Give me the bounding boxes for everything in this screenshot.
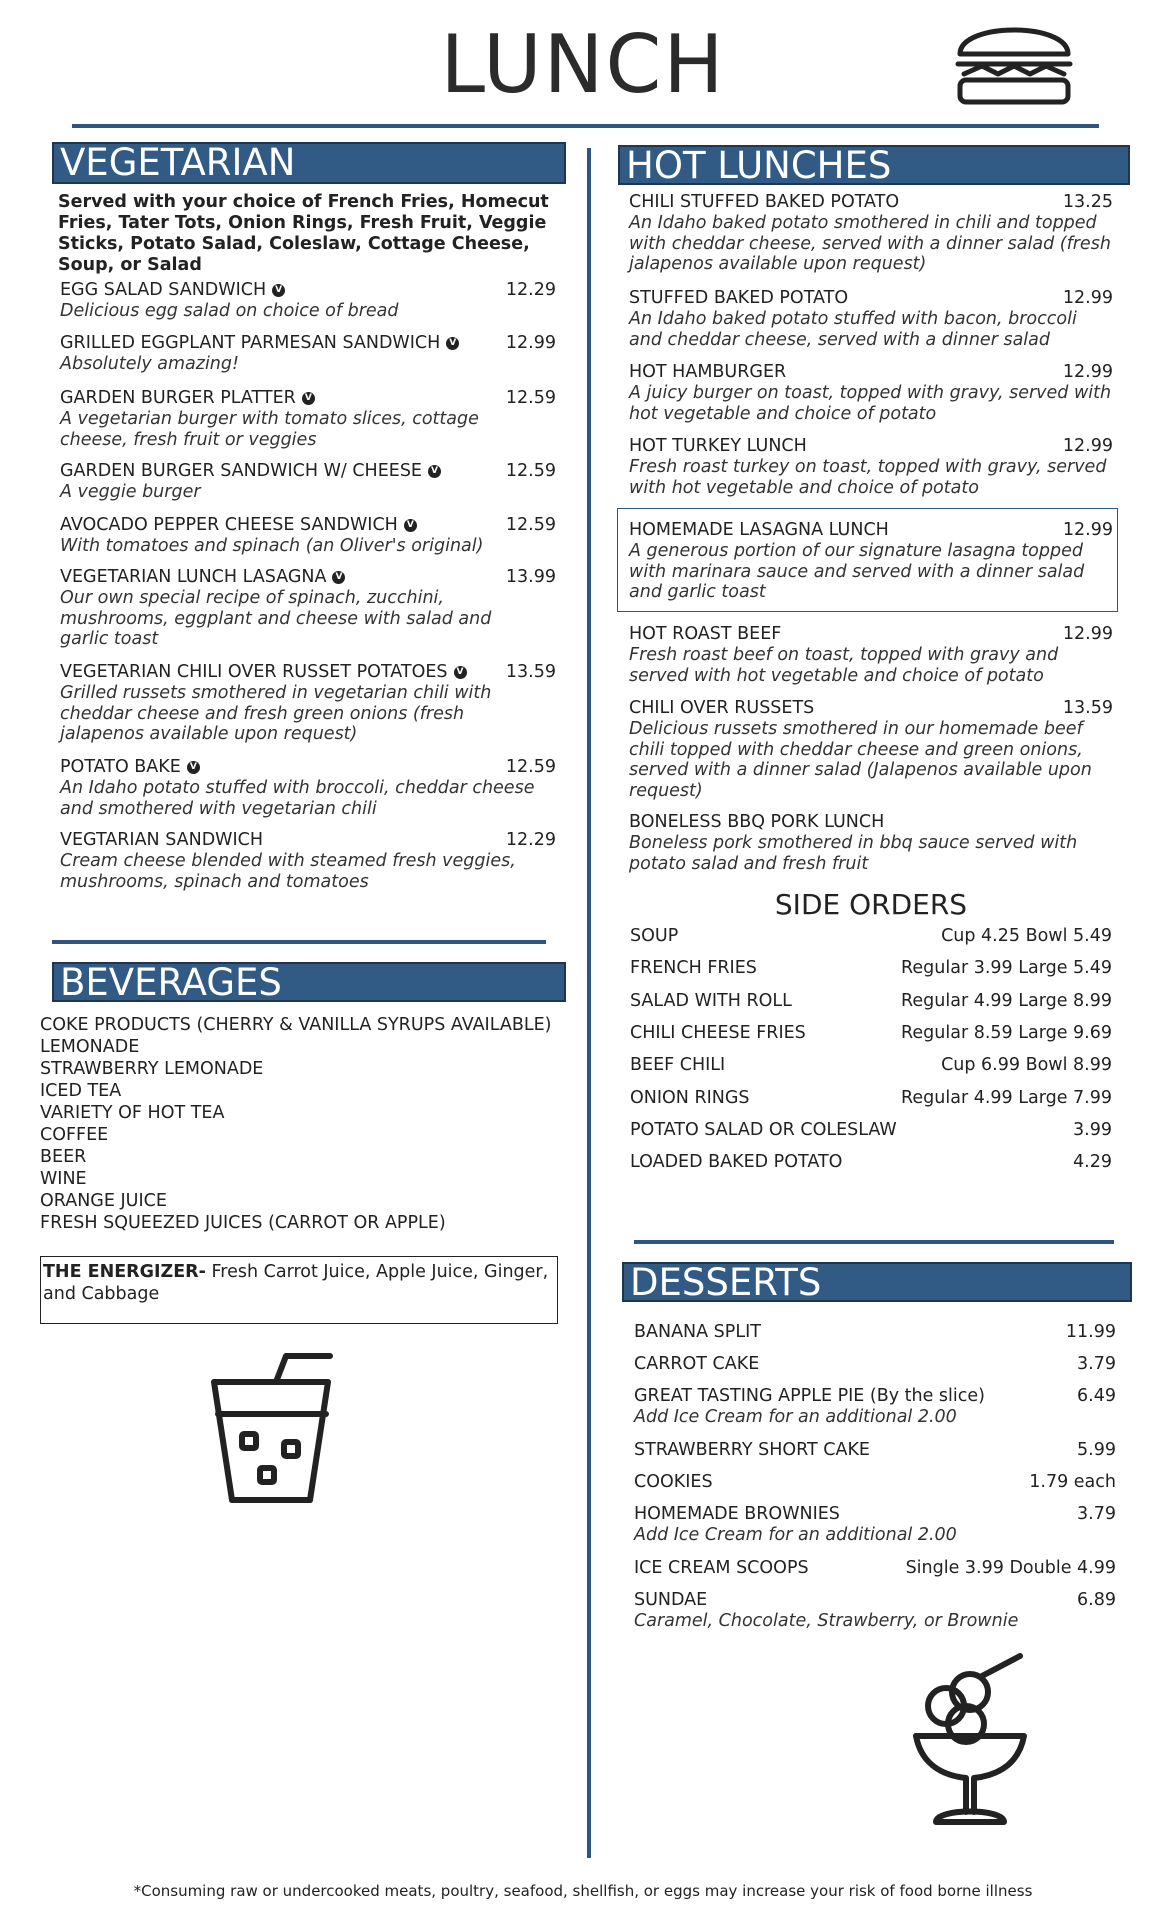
item-name xyxy=(60,757,556,778)
item-name xyxy=(60,333,556,354)
item-description: Absolutely amazing! xyxy=(60,354,240,374)
vegetarian-intro: Served with your choice of French Fries, Homecut Fries, Tater Tots, Onion Rings, Fresh Fruit, Veggie Sticks, Potato Salad, Coleslaw, Cottage Cheese, Soup, or Salad xyxy=(58,192,549,275)
vegetarian-item xyxy=(60,388,556,450)
beverage-item: VARIETY OF HOT TEA xyxy=(40,1103,225,1123)
footnote: *Consuming raw or undercooked meats, poultry, seafood, shellfish, or eggs may increase your risk of food borne illness xyxy=(133,1882,1033,1900)
item-price: 12.59 xyxy=(505,757,556,777)
side-order-row xyxy=(630,1120,1112,1141)
energizer-desc: Fresh Carrot Juice, Apple Juice, Ginger, and Cabbage xyxy=(43,1262,549,1304)
side-order-price: 4.29 xyxy=(1073,1152,1112,1173)
dessert-price: 11.99 xyxy=(1065,1322,1116,1342)
side-order-price: Regular 4.99 Large 7.99 xyxy=(901,1087,1112,1108)
item-name: CHILI STUFFED BAKED POTATO xyxy=(629,192,900,212)
column-divider xyxy=(587,148,591,1858)
item-name-text: GRILLED EGGPLANT PARMESAN SANDWICH xyxy=(60,333,441,353)
beverage-item: COFFEE xyxy=(40,1125,109,1145)
dessert-row xyxy=(634,1590,1116,1632)
burger-icon xyxy=(952,8,1076,108)
dessert-price: Single 3.99 Double 4.99 xyxy=(905,1558,1116,1578)
dessert-description: Add Ice Cream for an additional 2.00 xyxy=(634,1407,957,1427)
item-name-text: GARDEN BURGER PLATTER xyxy=(60,388,296,408)
dessert-name: STRAWBERRY SHORT CAKE xyxy=(634,1440,870,1460)
beverages-list xyxy=(40,1014,580,1234)
vegetarian-badge-icon: V xyxy=(272,284,285,297)
item-description: Our own special recipe of spinach, zucchini, mushrooms, eggplant and cheese with salad and garlic toast xyxy=(60,588,492,649)
item-description: Grilled russets smothered in vegetarian chili with cheddar cheese and fresh green onions (fresh jalapenos available upon request) xyxy=(60,683,492,744)
side-order-name: CHILI CHEESE FRIES xyxy=(630,1022,806,1043)
ice-cream-sundae-icon xyxy=(908,1652,1032,1834)
vegetarian-badge-icon: V xyxy=(332,571,345,584)
dessert-description: Add Ice Cream for an additional 2.00 xyxy=(634,1525,957,1545)
beverage-item: FRESH SQUEEZED JUICES (CARROT OR APPLE) xyxy=(40,1213,446,1233)
item-description: An Idaho baked potato smothered in chili and topped with cheddar cheese, served with a dinner salad (fresh jalapenos available upon request) xyxy=(629,213,1111,274)
side-order-price: Cup 6.99 Bowl 8.99 xyxy=(941,1055,1112,1076)
vegetarian-item xyxy=(60,515,556,557)
item-name: HOT TURKEY LUNCH xyxy=(629,436,807,456)
dessert-row xyxy=(634,1322,1116,1343)
hot-lunch-item xyxy=(629,520,1113,603)
side-order-row xyxy=(630,1055,1112,1076)
item-name xyxy=(60,515,556,536)
dessert-price: 6.89 xyxy=(1077,1590,1116,1610)
item-description: An Idaho potato stuffed with broccoli, cheddar cheese and smothered with vegetarian chili xyxy=(60,778,535,819)
item-name xyxy=(60,662,556,683)
hot-lunch-item xyxy=(629,624,1113,686)
item-price: 12.59 xyxy=(505,388,556,408)
side-order-row xyxy=(630,1152,1112,1173)
dessert-row xyxy=(634,1558,1116,1579)
item-price: 12.99 xyxy=(1062,288,1113,308)
side-order-price: Regular 3.99 Large 5.49 xyxy=(901,958,1112,979)
page-title: LUNCH xyxy=(440,18,726,111)
item-name: HOT HAMBURGER xyxy=(629,362,787,382)
item-price: 12.29 xyxy=(505,830,556,850)
energizer-name: THE ENERGIZER- xyxy=(43,1262,206,1282)
vegetarian-item xyxy=(60,567,556,650)
item-description: Delicious russets smothered in our homemade beef chili topped with cheddar cheese and green onions, served with a dinner salad (Jalapenos available upon request) xyxy=(629,719,1092,801)
item-description: With tomatoes and spinach (an Oliver's original) xyxy=(60,536,484,556)
drink-cup-icon xyxy=(206,1352,336,1506)
item-description: Boneless pork smothered in bbq sauce served with potato salad and fresh fruit xyxy=(629,833,1078,874)
beverage-item: WINE xyxy=(40,1169,87,1189)
item-price: 12.99 xyxy=(1062,362,1113,382)
side-order-price: Regular 4.99 Large 8.99 xyxy=(901,990,1112,1011)
dessert-name: SUNDAE xyxy=(634,1590,708,1610)
item-price: 13.59 xyxy=(1062,698,1113,718)
item-description: A generous portion of our signature lasagna topped with marinara sauce and served with a dinner salad and garlic toast xyxy=(629,541,1085,602)
vegetarian-badge-icon: V xyxy=(302,392,315,405)
beverage-item: ORANGE JUICE xyxy=(40,1191,167,1211)
item-name: STUFFED BAKED POTATO xyxy=(629,288,849,308)
dessert-price: 6.49 xyxy=(1077,1386,1116,1406)
item-description: Fresh roast turkey on toast, topped with gravy, served with hot vegetable and choice of potato xyxy=(629,457,1107,498)
vegetarian-item xyxy=(60,461,556,503)
vegetarian-item xyxy=(60,662,556,745)
item-description: An Idaho baked potato stuffed with bacon, broccoli and cheddar cheese, served with a dinner salad xyxy=(629,309,1077,350)
side-order-row xyxy=(630,958,1112,979)
item-price: 13.99 xyxy=(505,567,556,587)
beverage-item: STRAWBERRY LEMONADE xyxy=(40,1059,264,1079)
vegetarian-badge-icon: V xyxy=(446,337,459,350)
item-name-text: AVOCADO PEPPER CHEESE SANDWICH xyxy=(60,515,398,535)
vegetarian-heading: VEGETARIAN xyxy=(52,142,566,184)
item-name-text: VEGTARIAN SANDWICH xyxy=(60,830,264,850)
item-price: 12.99 xyxy=(1062,520,1113,540)
item-name: HOT ROAST BEEF xyxy=(629,624,782,644)
beverage-item: BEER xyxy=(40,1147,87,1167)
vegetarian-item xyxy=(60,830,556,892)
side-order-price: Regular 8.59 Large 9.69 xyxy=(901,1022,1112,1043)
hot-lunch-item xyxy=(629,288,1113,350)
item-name-text: VEGETARIAN CHILI OVER RUSSET POTATOES xyxy=(60,662,448,682)
side-order-row xyxy=(630,1023,1112,1044)
item-price: 12.99 xyxy=(505,333,556,353)
item-name xyxy=(60,567,556,588)
dessert-price: 3.79 xyxy=(1077,1354,1116,1374)
item-price: 12.59 xyxy=(505,515,556,535)
hot-lunches-heading: HOT LUNCHES xyxy=(618,145,1130,185)
dessert-name: CARROT CAKE xyxy=(634,1354,760,1374)
dessert-name: COOKIES xyxy=(634,1472,713,1492)
side-order-name: POTATO SALAD OR COLESLAW xyxy=(630,1119,897,1140)
vegetarian-item xyxy=(60,333,556,375)
beverage-item: COKE PRODUCTS (CHERRY & VANILLA SYRUPS AVAILABLE) xyxy=(40,1015,552,1035)
vegetarian-item xyxy=(60,280,556,322)
dessert-row xyxy=(634,1440,1116,1461)
hot-lunch-item xyxy=(629,192,1113,275)
dessert-row xyxy=(634,1472,1116,1493)
item-name-text: EGG SALAD SANDWICH xyxy=(60,280,267,300)
item-name xyxy=(60,830,556,851)
dessert-name: ICE CREAM SCOOPS xyxy=(634,1558,809,1578)
beverages-divider xyxy=(52,940,546,944)
item-description: Fresh roast beef on toast, topped with gravy and served with hot vegetable and choice of potato xyxy=(629,645,1059,686)
dessert-name: BANANA SPLIT xyxy=(634,1322,761,1342)
item-name: HOMEMADE LASAGNA LUNCH xyxy=(629,520,889,540)
side-order-name: SALAD WITH ROLL xyxy=(630,990,792,1011)
dessert-description: Caramel, Chocolate, Strawberry, or Brownie xyxy=(634,1611,1019,1631)
beverage-item: LEMONADE xyxy=(40,1037,140,1057)
dessert-price: 1.79 each xyxy=(1029,1472,1116,1492)
item-price: 12.99 xyxy=(1062,624,1113,644)
side-order-row xyxy=(630,926,1112,947)
desserts-divider xyxy=(634,1240,1114,1244)
item-price: 12.59 xyxy=(505,461,556,481)
dessert-name: HOMEMADE BROWNIES xyxy=(634,1504,840,1524)
item-description: A veggie burger xyxy=(60,482,201,502)
hot-lunch-item xyxy=(629,812,1113,874)
side-order-name: LOADED BAKED POTATO xyxy=(630,1152,843,1173)
side-order-price: Cup 4.25 Bowl 5.49 xyxy=(941,926,1112,946)
item-name-text: GARDEN BURGER SANDWICH W/ CHEESE xyxy=(60,461,422,481)
beverage-item: ICED TEA xyxy=(40,1081,122,1101)
item-description: A vegetarian burger with tomato slices, cottage cheese, fresh fruit or veggies xyxy=(60,409,479,450)
vegetarian-badge-icon: V xyxy=(428,465,441,478)
vegetarian-badge-icon: V xyxy=(187,761,200,774)
side-order-row xyxy=(630,991,1112,1012)
dessert-name: GREAT TASTING APPLE PIE (By the slice) xyxy=(634,1386,985,1406)
item-name xyxy=(60,388,556,409)
vegetarian-badge-icon: V xyxy=(454,666,467,679)
dessert-row xyxy=(634,1386,1116,1428)
hot-lunch-item xyxy=(629,436,1113,498)
item-name: CHILI OVER RUSSETS xyxy=(629,698,815,718)
item-name: BONELESS BBQ PORK LUNCH xyxy=(629,812,885,832)
item-description: Delicious egg salad on choice of bread xyxy=(60,301,399,321)
item-price: 12.29 xyxy=(505,280,556,300)
side-order-price: 3.99 xyxy=(1073,1119,1112,1140)
dessert-row xyxy=(634,1354,1116,1375)
hot-lunch-item xyxy=(629,362,1113,424)
beverages-heading: BEVERAGES xyxy=(52,962,566,1002)
item-name xyxy=(60,280,556,301)
vegetarian-badge-icon: V xyxy=(404,519,417,532)
item-name xyxy=(60,461,556,482)
side-orders-heading: SIDE ORDERS xyxy=(774,888,968,921)
energizer-box xyxy=(40,1256,558,1324)
side-order-name: BEEF CHILI xyxy=(630,1055,726,1076)
side-order-row xyxy=(630,1088,1112,1109)
item-price: 13.25 xyxy=(1062,192,1113,212)
side-order-name: ONION RINGS xyxy=(630,1087,750,1108)
dessert-price: 3.79 xyxy=(1077,1504,1116,1524)
item-description: A juicy burger on toast, topped with gravy, served with hot vegetable and choice of potato xyxy=(629,383,1112,424)
item-price: 13.59 xyxy=(505,662,556,682)
desserts-heading: DESSERTS xyxy=(622,1262,1132,1302)
vegetarian-item xyxy=(60,757,556,819)
top-divider xyxy=(72,124,1099,128)
item-description: Cream cheese blended with steamed fresh veggies, mushrooms, spinach and tomatoes xyxy=(60,851,516,892)
hot-lunch-item xyxy=(629,698,1113,801)
dessert-row xyxy=(634,1504,1116,1546)
item-price: 12.99 xyxy=(1062,436,1113,456)
side-order-name: SOUP xyxy=(630,926,679,946)
item-name-text: VEGETARIAN LUNCH LASAGNA xyxy=(60,567,327,587)
side-order-name: FRENCH FRIES xyxy=(630,958,757,979)
item-name-text: POTATO BAKE xyxy=(60,757,181,777)
dessert-price: 5.99 xyxy=(1077,1440,1116,1460)
